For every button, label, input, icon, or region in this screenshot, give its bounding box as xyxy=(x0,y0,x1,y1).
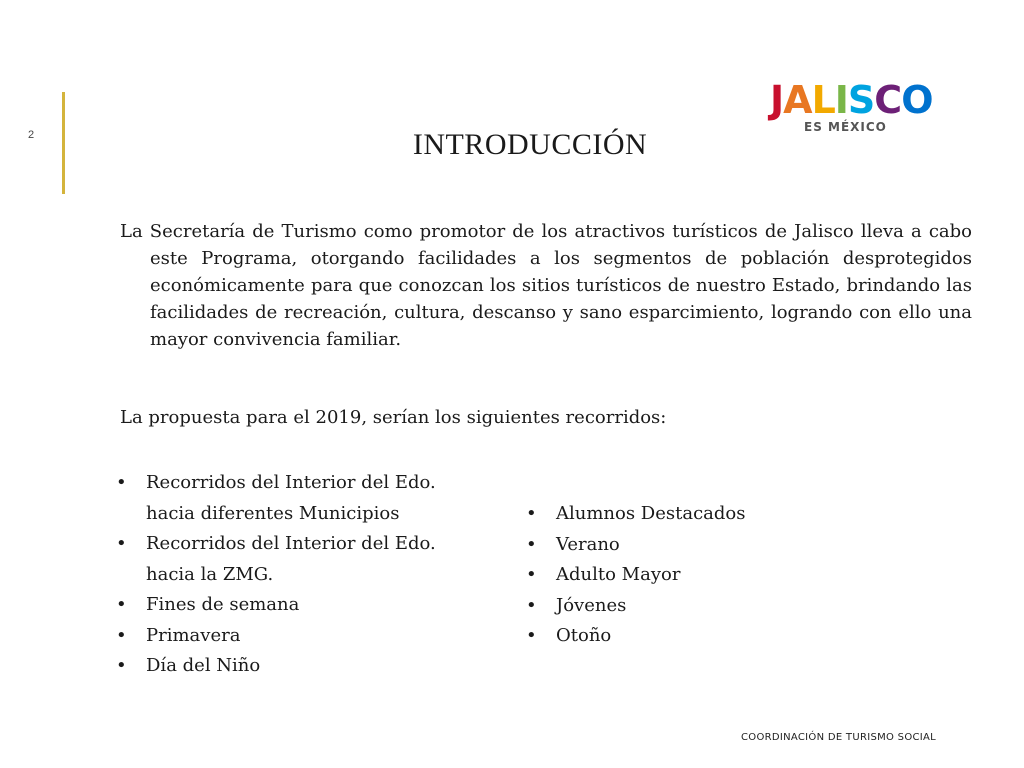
footer-label: COORDINACIÓN DE TURISMO SOCIAL xyxy=(741,732,937,743)
logo-letter: J xyxy=(770,78,784,122)
list-item: • Jóvenes xyxy=(526,591,826,622)
logo-letter: A xyxy=(783,78,812,122)
logo-letter: S xyxy=(847,78,875,122)
routes-list-right xyxy=(526,499,826,652)
logo-letter: O xyxy=(901,78,933,122)
list-item: • Recorridos del Interior del Edo. hacia diferentes Municipios xyxy=(116,468,486,529)
list-item: • Fines de semana xyxy=(116,590,486,621)
proposal-text: La propuesta para el 2019, serían los siguientes recorridos: xyxy=(120,407,667,428)
logo-letter: L xyxy=(811,78,835,122)
list-item: • Otoño xyxy=(526,621,826,652)
page-title: INTRODUCCIÓN xyxy=(412,128,648,161)
slide-number: 2 xyxy=(28,129,35,141)
list-item: • Verano xyxy=(526,530,826,561)
list-item: • Primavera xyxy=(116,621,486,652)
list-item: • Día del Niño xyxy=(116,651,486,682)
intro-paragraph: La Secretaría de Turismo como promotor de los atractivos turísticos de Jalisco lleva a cabo este Programa, otorgando facilidades a los segmentos de población desprotegidos económicamente para que conozcan los sitios turísticos de nuestro Estado, brindando las facilidades de recreación, cultura, descanso y sano esparcimiento, logrando con ello una mayor convivencia familiar. xyxy=(120,221,972,350)
logo-subtitle: ES MÉXICO xyxy=(804,120,887,134)
list-item: • Adulto Mayor xyxy=(526,560,826,591)
logo-wordmark xyxy=(770,78,940,122)
routes-list-left xyxy=(116,468,486,682)
logo-letter: C xyxy=(874,78,902,122)
list-item: • Alumnos Destacados xyxy=(526,499,826,530)
list-item: • Recorridos del Interior del Edo. hacia la ZMG. xyxy=(116,529,486,590)
logo-letter: I xyxy=(834,78,848,122)
